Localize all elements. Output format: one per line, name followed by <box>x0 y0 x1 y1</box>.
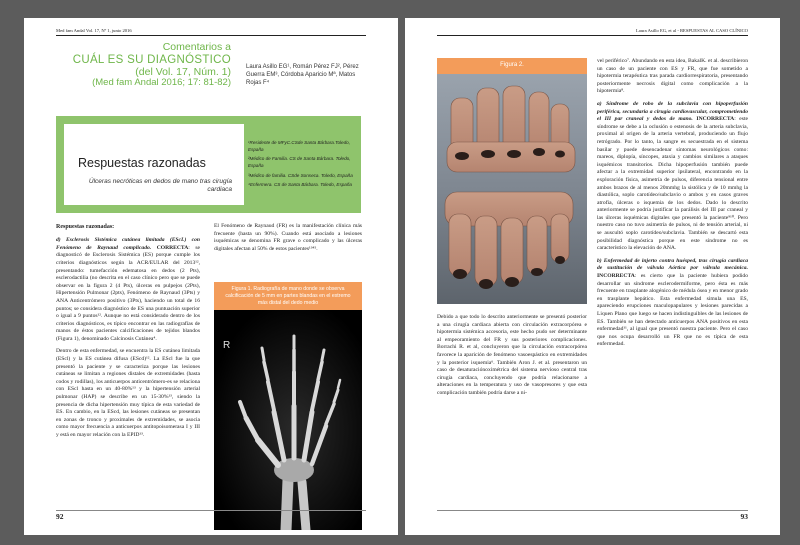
article-title: Respuestas razonadas <box>78 156 206 170</box>
page-number: 93 <box>740 512 748 521</box>
right-column-a <box>437 314 587 403</box>
hands-photo-image <box>437 74 587 304</box>
comment-line-4: (Med fam Andal 2016; 17: 81-82) <box>92 77 231 89</box>
figure-1 <box>214 282 362 530</box>
left-page <box>24 18 398 535</box>
affiliation-3: ³Médico de familia. CSde Sonseca. Toledo, España <box>248 172 353 178</box>
title-panel <box>64 124 244 205</box>
footer-rule <box>56 510 366 511</box>
comment-block <box>56 42 231 89</box>
section-heading: Respuestas razonadas: <box>56 224 115 230</box>
comment-line-3: (del Vol. 17, Núm. 1) <box>135 65 231 78</box>
option-a-verdict: INCORRECTA <box>696 116 735 123</box>
surgery-paragraph: Debido a que todo lo descrito anteriormente se presentó posterior a una cirugía cardiaca abierta con circulación extracorpórea e hipotermia sistémica accesoria, este hecho pudo ser determinante al empeoramiento del FR y sus posteriores complicaciones. Borrachi R. et al, concluyeron que la circulación extracorpórea favorece la aparición de fenómeno vasoespástico en extremidades y la posterior isquemia⁶. También Aron J. et al. presentaron un caso de desaturaciónoximétrica del sistema nervioso central tras cirugía cardiaca, concluyendo que podría relacionarse a alteraciones en la temperatura y uso de vasopresores y que esta complicación también podría darse a ni- <box>437 314 587 396</box>
option-b-verdict: INCORRECTA <box>597 273 635 280</box>
right-page <box>405 18 780 535</box>
right-column-b <box>597 58 748 354</box>
title-box <box>56 116 361 213</box>
option-b-paragraph <box>597 258 748 349</box>
option-d-lead: d) Esclerosis Sistémica cutánea limitada (EScL) con Fenómeno de Raynaud complicado. <box>56 237 200 251</box>
option-b-lead: b) Enfermedad de injerto contra huésped, tras cirugía cardiaca de sustitución de válvula Aórtica por válvula mecánica. <box>597 257 748 272</box>
hypothermia-paragraph: vel periférico⁷. Abundando en esta idea, BakalK. et al. describieron un caso de un paciente con ES y FR, que fue sometido a hipotermia terapéutica tras parada cardiorrespiratoria, presentando posteriormente necrosis digital como complicación a la hipotermia⁸. <box>597 58 748 95</box>
left-column-a <box>56 223 200 445</box>
option-a-text: : este síndrome se debe a la oclusión o estenosis de la arteria subclavia, proximal al origen de la arteria vertebral, produciendo un flujo retrógrado. Por lo tanto, la sangre es secuestrada en el sistema basilar y puede desencadenar síntomas neurológicos como: mareos, diplopía, síncopes, ataxia y cambios similares a ataques isquémicos transitorios. Dicha hipoperfusión también puede afectar a la extremidad superior ipsilateral, encontrando en la exploración física, asimetría de pulsos, diferencia tensional entre ambos brazos de al menos 20mmhg la sistólica y de 10 mmhg la diastólica, soplo carotídeo/subclavio o ambos y en casos graves atrofia, úlceras o isquemia de los dedos. Dado lo descrito anteriormente se podría justificar la parálisis del III par craneal y las úlceras isquémicas digitales que presentó la paciente⁹¹⁰. Pero nuestro caso no tuvo asimetría de pulsos, ni de tensión arterial, ni se auscultó soplo carotídeo/subclavia. También se descartó esta posibilidad diagnóstica porque en este síndrome no es característico la elevación de ANA. <box>597 116 748 252</box>
xray-marker: R <box>223 340 231 351</box>
left-column-b <box>214 223 362 258</box>
raynaud-paragraph: El Fenómeno de Raynaud (FR) es la manifestación clínica más frecuente (hasta un 90%). Cuando está asociado a lesiones isquémicas se denomina FR grave o complicado y las úlceras digitales afectan al 50% de estos pacientes¹³⁴⁵. <box>214 223 362 252</box>
header-rule <box>437 35 748 36</box>
comment-line-1: Comentarios a <box>162 41 231 53</box>
option-a-lead: a) Síndrome de robo de la subclavia con hipoperfusión periférica, secundaria a cirugía cardiovascular, comprometiendo el III par craneal y dedos de mano. <box>597 100 748 123</box>
affiliation-4: ⁴Enfermera. CS de Santa Bárbara. Toledo, España <box>248 182 352 188</box>
authors: Laura Asillo EG¹, Román Pérez FJ², Pérez Guerra EM³, Córdoba Aparicio Mª, Matos Rojas F⁴ <box>246 64 359 87</box>
option-d-verdict: CORRECTA <box>156 244 189 251</box>
affiliation-1: ¹Residente de MFyC.CSde Santa Bárbara.Toledo, España <box>248 140 350 152</box>
figure-2 <box>437 58 587 304</box>
option-d-text: : se diagnosticó de Esclerosis Sistémica (ES) porque cumple los criterios diagnósticos según la ACR/EULAR del 2013¹², presentando: tumefacción edematosa en dedos (2 Pts), esclerodactilia (no descrita en el caso clínico pero que se puede observar en la figura 2 (4 Pts), úlceras en pulpejos (2Pts), Hipertensión Pulmonar (2pts), Fenómeno de Raynaud (3Pts) y ANA Anticentrómero positivo (3Pts), haciendo un total de 16 puntos; se considera diagnóstico de ES una puntuación superior o igual a 9 puntos¹². Aunque no está considerado dentro de los criterios diagnósticos, es típico encontrar en las radiografías de manos de éstos pacientes calcificaciones de tejidos blandos (Figura 1), denominado Calcinosis Cutánea⁴. <box>56 244 200 342</box>
figure-1-caption: Figura 1. Radiografía de mano donde se observa calcificación de 5 mm en partes blandas en el extremo más distal del dedo medio <box>214 282 362 310</box>
option-a-paragraph <box>597 101 748 253</box>
article-subtitle: Úlceras necróticas en dedos de mano tras cirugía cardiaca <box>88 178 232 194</box>
footer-rule <box>437 510 748 511</box>
comment-line-2: CUÁL ES SU DIAGNÓSTICO <box>72 53 231 66</box>
option-d-paragraph <box>56 237 200 343</box>
figure-2-caption: Figura 2. <box>437 58 587 74</box>
header-rule <box>56 35 366 36</box>
page-number: 92 <box>56 512 64 521</box>
running-head: Med fam Andal Vol. 17, Nº 1, junio 2016 <box>56 28 132 33</box>
hand-xray-image <box>214 310 362 530</box>
body-paragraph-2: Dentro de esta enfermedad, se encuentra la ES cutánea limitada (EScl) y la ES cutánea difusa (EScd)¹². La EScl fue la que presentó la paciente y se caracteriza porque las lesiones cutáneas se limitan a regiones distales de extremidades (hasta codos y rodillas), los anticuerpos anticentrómero-es se relaciona con EScl hasta en un 40-80%¹³ y la hipertensión arterial pulmonar (HAP) se describe en un 15-30%¹³, siendo la presencia de dicha hipertensión muy típica de esta variedad de ES. En cambio, en la EScd, las lesiones cutáneas se presentan en zonas de tronco y proximales de extremidades, se asocia como mayor frecuencia a anticuerpos antitopoisomerasa I y III y está en mayor relación con la EPID¹³. <box>56 348 200 438</box>
option-b-text: : es cierto que la paciente hubiera podido desarrollar un síndrome esclerodermiforme, pero ésta es más frecuente en trasplante alogénico de médula ósea y en menor grado en trasplante hepático. Esta enfermedad simula una ES, apareciendo erupciones maculopapulares y lesiones parecidas a Liquen Plano que luego se hacen indistinguibles de las lesiones de ES. También se han detectado anticuerpos ANA positivos en esta enfermedad¹¹, al igual que presentó nuestra paciente. Pero el caso que nos ocupa desarrolló un FR que no es típica de esta enfermedad. <box>597 273 748 348</box>
affiliation-2: ²Médico de Familia. CS de Santa Bárbara. Toledo, España <box>248 156 351 168</box>
running-head: Laura Asillo EG, et al - RESPUESTAS AL CASO CLÍNICO <box>635 28 748 33</box>
affiliations <box>248 140 356 192</box>
